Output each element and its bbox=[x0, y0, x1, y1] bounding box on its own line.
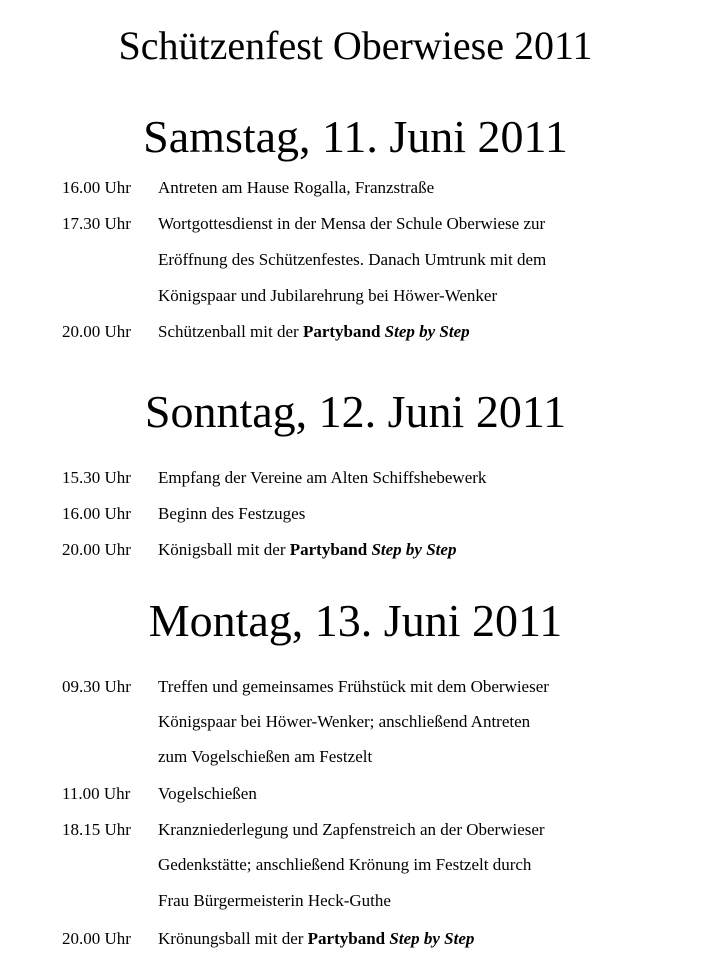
event-description: Frau Bürgermeisterin Heck-Guthe bbox=[158, 891, 391, 910]
event-time: 20.00 Uhr bbox=[62, 929, 131, 948]
event-description: Gedenkstätte; anschließend Krönung im Festzelt durch bbox=[158, 855, 532, 874]
event-description: Königspaar und Jubilarehrung bei Höwer-Wenker bbox=[158, 286, 498, 305]
day-heading-saturday: Samstag, 11. Juni 2011 bbox=[143, 111, 568, 162]
event-time: 20.00 Uhr bbox=[62, 322, 131, 341]
day-heading-monday: Montag, 13. Juni 2011 bbox=[148, 595, 563, 646]
band-name: Step by Step bbox=[389, 929, 475, 948]
event-description: zum Vogelschießen am Festzelt bbox=[158, 747, 373, 766]
event-description: Königsball mit der Partyband Step by Step bbox=[158, 540, 457, 559]
event-description: Treffen und gemeinsames Frühstück mit dem Oberwieser bbox=[158, 677, 549, 696]
event-time: 20.00 Uhr bbox=[62, 540, 131, 559]
day-heading-sunday: Sonntag, 12. Juni 2011 bbox=[144, 386, 567, 437]
event-description: Empfang der Vereine am Alten Schiffshebewerk bbox=[158, 468, 487, 487]
event-time: 18.15 Uhr bbox=[62, 820, 131, 839]
band-name: Step by Step bbox=[384, 322, 470, 341]
event-description: Wortgottesdienst in der Mensa der Schule Oberwiese zur bbox=[158, 214, 546, 233]
event-time: 09.30 Uhr bbox=[62, 677, 131, 696]
event-time: 15.30 Uhr bbox=[62, 468, 131, 487]
band-label: Partyband bbox=[302, 322, 381, 341]
event-description: Königspaar bei Höwer-Wenker; anschließend Antreten bbox=[158, 712, 531, 731]
page-title: Schützenfest Oberwiese 2011 bbox=[118, 23, 593, 68]
event-description: Schützenball mit der Partyband Step by Step bbox=[158, 322, 470, 341]
event-description: Eröffnung des Schützenfestes. Danach Umtrunk mit dem bbox=[158, 250, 547, 269]
event-description: Krönungsball mit der Partyband Step by Step bbox=[158, 929, 475, 948]
event-time: 16.00 Uhr bbox=[62, 178, 131, 197]
event-description: Antreten am Hause Rogalla, Franzstraße bbox=[158, 178, 435, 197]
band-label: Partyband bbox=[289, 540, 368, 559]
event-time: 11.00 Uhr bbox=[62, 784, 131, 803]
event-time: 17.30 Uhr bbox=[62, 214, 131, 233]
event-time: 16.00 Uhr bbox=[62, 504, 131, 523]
event-description: Vogelschießen bbox=[158, 784, 257, 803]
band-label: Partyband bbox=[307, 929, 386, 948]
event-description: Beginn des Festzuges bbox=[158, 504, 306, 523]
band-name: Step by Step bbox=[371, 540, 457, 559]
event-description: Kranzniederlegung und Zapfenstreich an der Oberwieser bbox=[158, 820, 545, 839]
